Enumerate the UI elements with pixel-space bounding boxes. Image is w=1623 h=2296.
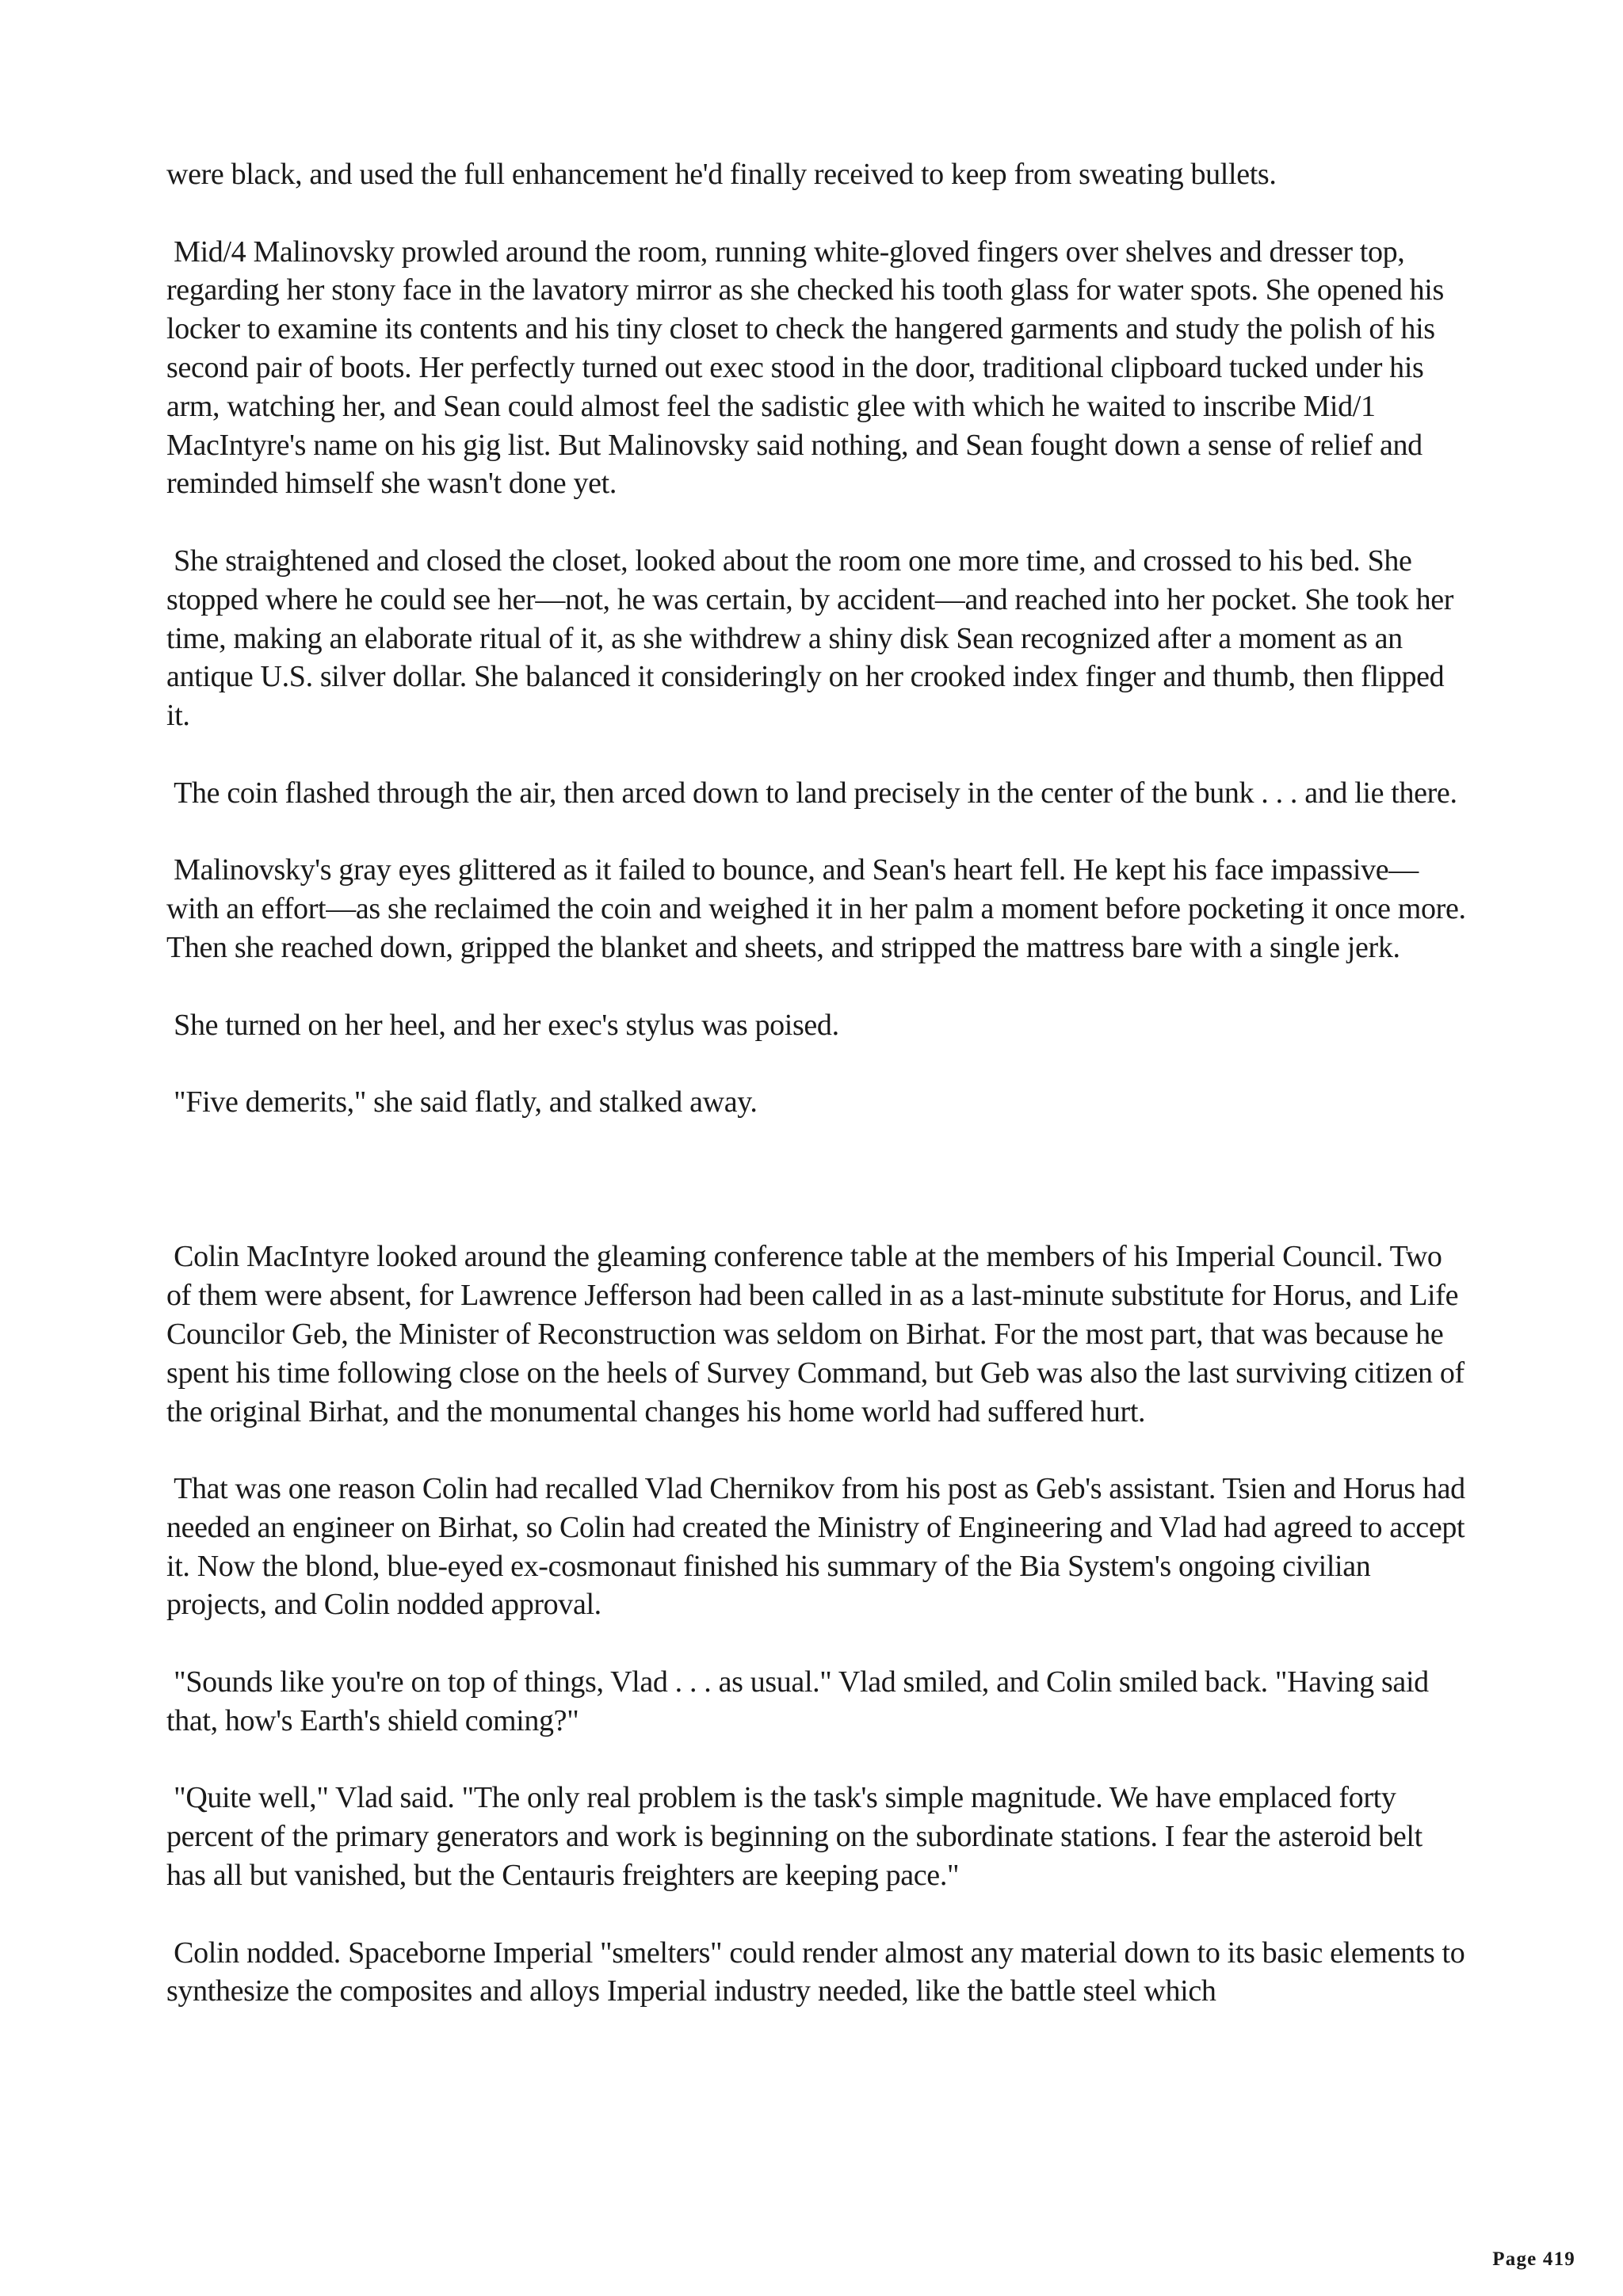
paragraph: Malinovsky's gray eyes glittered as it failed to bounce, and Sean's heart fell. He kept his face impassive—with an effort—as she reclaimed the coin and weighed it in her palm a moment before pocketing it once more. Then she reached down, gripped the blanket and sheets, and stripped the mattress bare with a single jerk.: [166, 853, 1466, 964]
paragraph: The coin flashed through the air, then arced down to land precisely in the center of the bunk . . . and lie there.: [174, 776, 1457, 810]
paragraph: Colin MacIntyre looked around the gleaming conference table at the members of his Imperial Council. Two of them were absent, for Lawrence Jefferson had been called in as a last-minute substitute for Horus, and Life Councilor Geb, the Minister of Reconstruction was seldom on Birhat. For the most part, that was because he spent his time following close on the heels of Survey Command, but Geb was also the last surviving citizen of the original Birhat, and the monumental changes his home world had suffered hurt.: [166, 1240, 1465, 1428]
paragraph: Colin nodded. Spaceborne Imperial "smelters" could render almost any material down to its basic elements to synthesize the composites and alloys Imperial industry needed, like the battle steel which: [166, 1936, 1465, 2008]
paragraph: were black, and used the full enhancement he'd finally received to keep from sweating bullets.: [166, 158, 1277, 191]
paragraph: Mid/4 Malinovsky prowled around the room, running white-gloved fingers over shelves and dresser top, regarding her stony face in the lavatory mirror as she checked his tooth glass for water spots. She opened his locker to examine its contents and his tiny closet to check the hangered garments and study the polish of his second pair of boots. Her perfectly turned out exec stood in the door, traditional clipboard tucked under his arm, watching her, and Sean could almost feel the sadistic glee with which he waited to inscribe Mid/1 MacIntyre's name on his gig list. But Malinovsky said nothing, and Sean fought down a sense of relief and reminded himself she wasn't done yet.: [166, 235, 1444, 501]
paragraph: "Five demerits," she said flatly, and stalked away.: [174, 1085, 758, 1119]
page-body: [166, 155, 1466, 2050]
paragraph: She straightened and closed the closet, looked about the room one more time, and crossed to his bed. She stopped where he could see her—not, he was certain, by accident—and reached into her pocket. She took her time, making an elaborate ritual of it, as she withdrew a shiny disk Sean recognized after a moment as an antique U.S. silver dollar. She balanced it consideringly on her crooked index finger and thumb, then flipped it.: [166, 543, 1454, 733]
scene-break: [166, 1161, 1466, 1238]
paragraph: That was one reason Colin had recalled Vlad Chernikov from his post as Geb's assistant. Tsien and Horus had needed an engineer on Birhat, so Colin had created the Ministry of Engineering and Vlad had agreed to accept it. Now the blond, blue-eyed ex-cosmonaut finished his summary of the Bia System's ongoing civilian projects, and Colin nodded approval.: [166, 1472, 1465, 1622]
paragraph: "Quite well," Vlad said. "The only real problem is the task's simple magnitude. We have emplaced forty percent of the primary generators and work is beginning on the subordinate stations. I fear the asteroid belt has all but vanished, but the Centauris freighters are keeping pace.": [166, 1781, 1423, 1893]
paragraph: "Sounds like you're on top of things, Vlad . . . as usual." Vlad smiled, and Colin smiled back. "Having said that, how's Earth's shield coming?": [166, 1665, 1429, 1737]
paragraph: She turned on her heel, and her exec's stylus was poised.: [174, 1008, 839, 1042]
page-number: Page 419: [1492, 2248, 1575, 2270]
